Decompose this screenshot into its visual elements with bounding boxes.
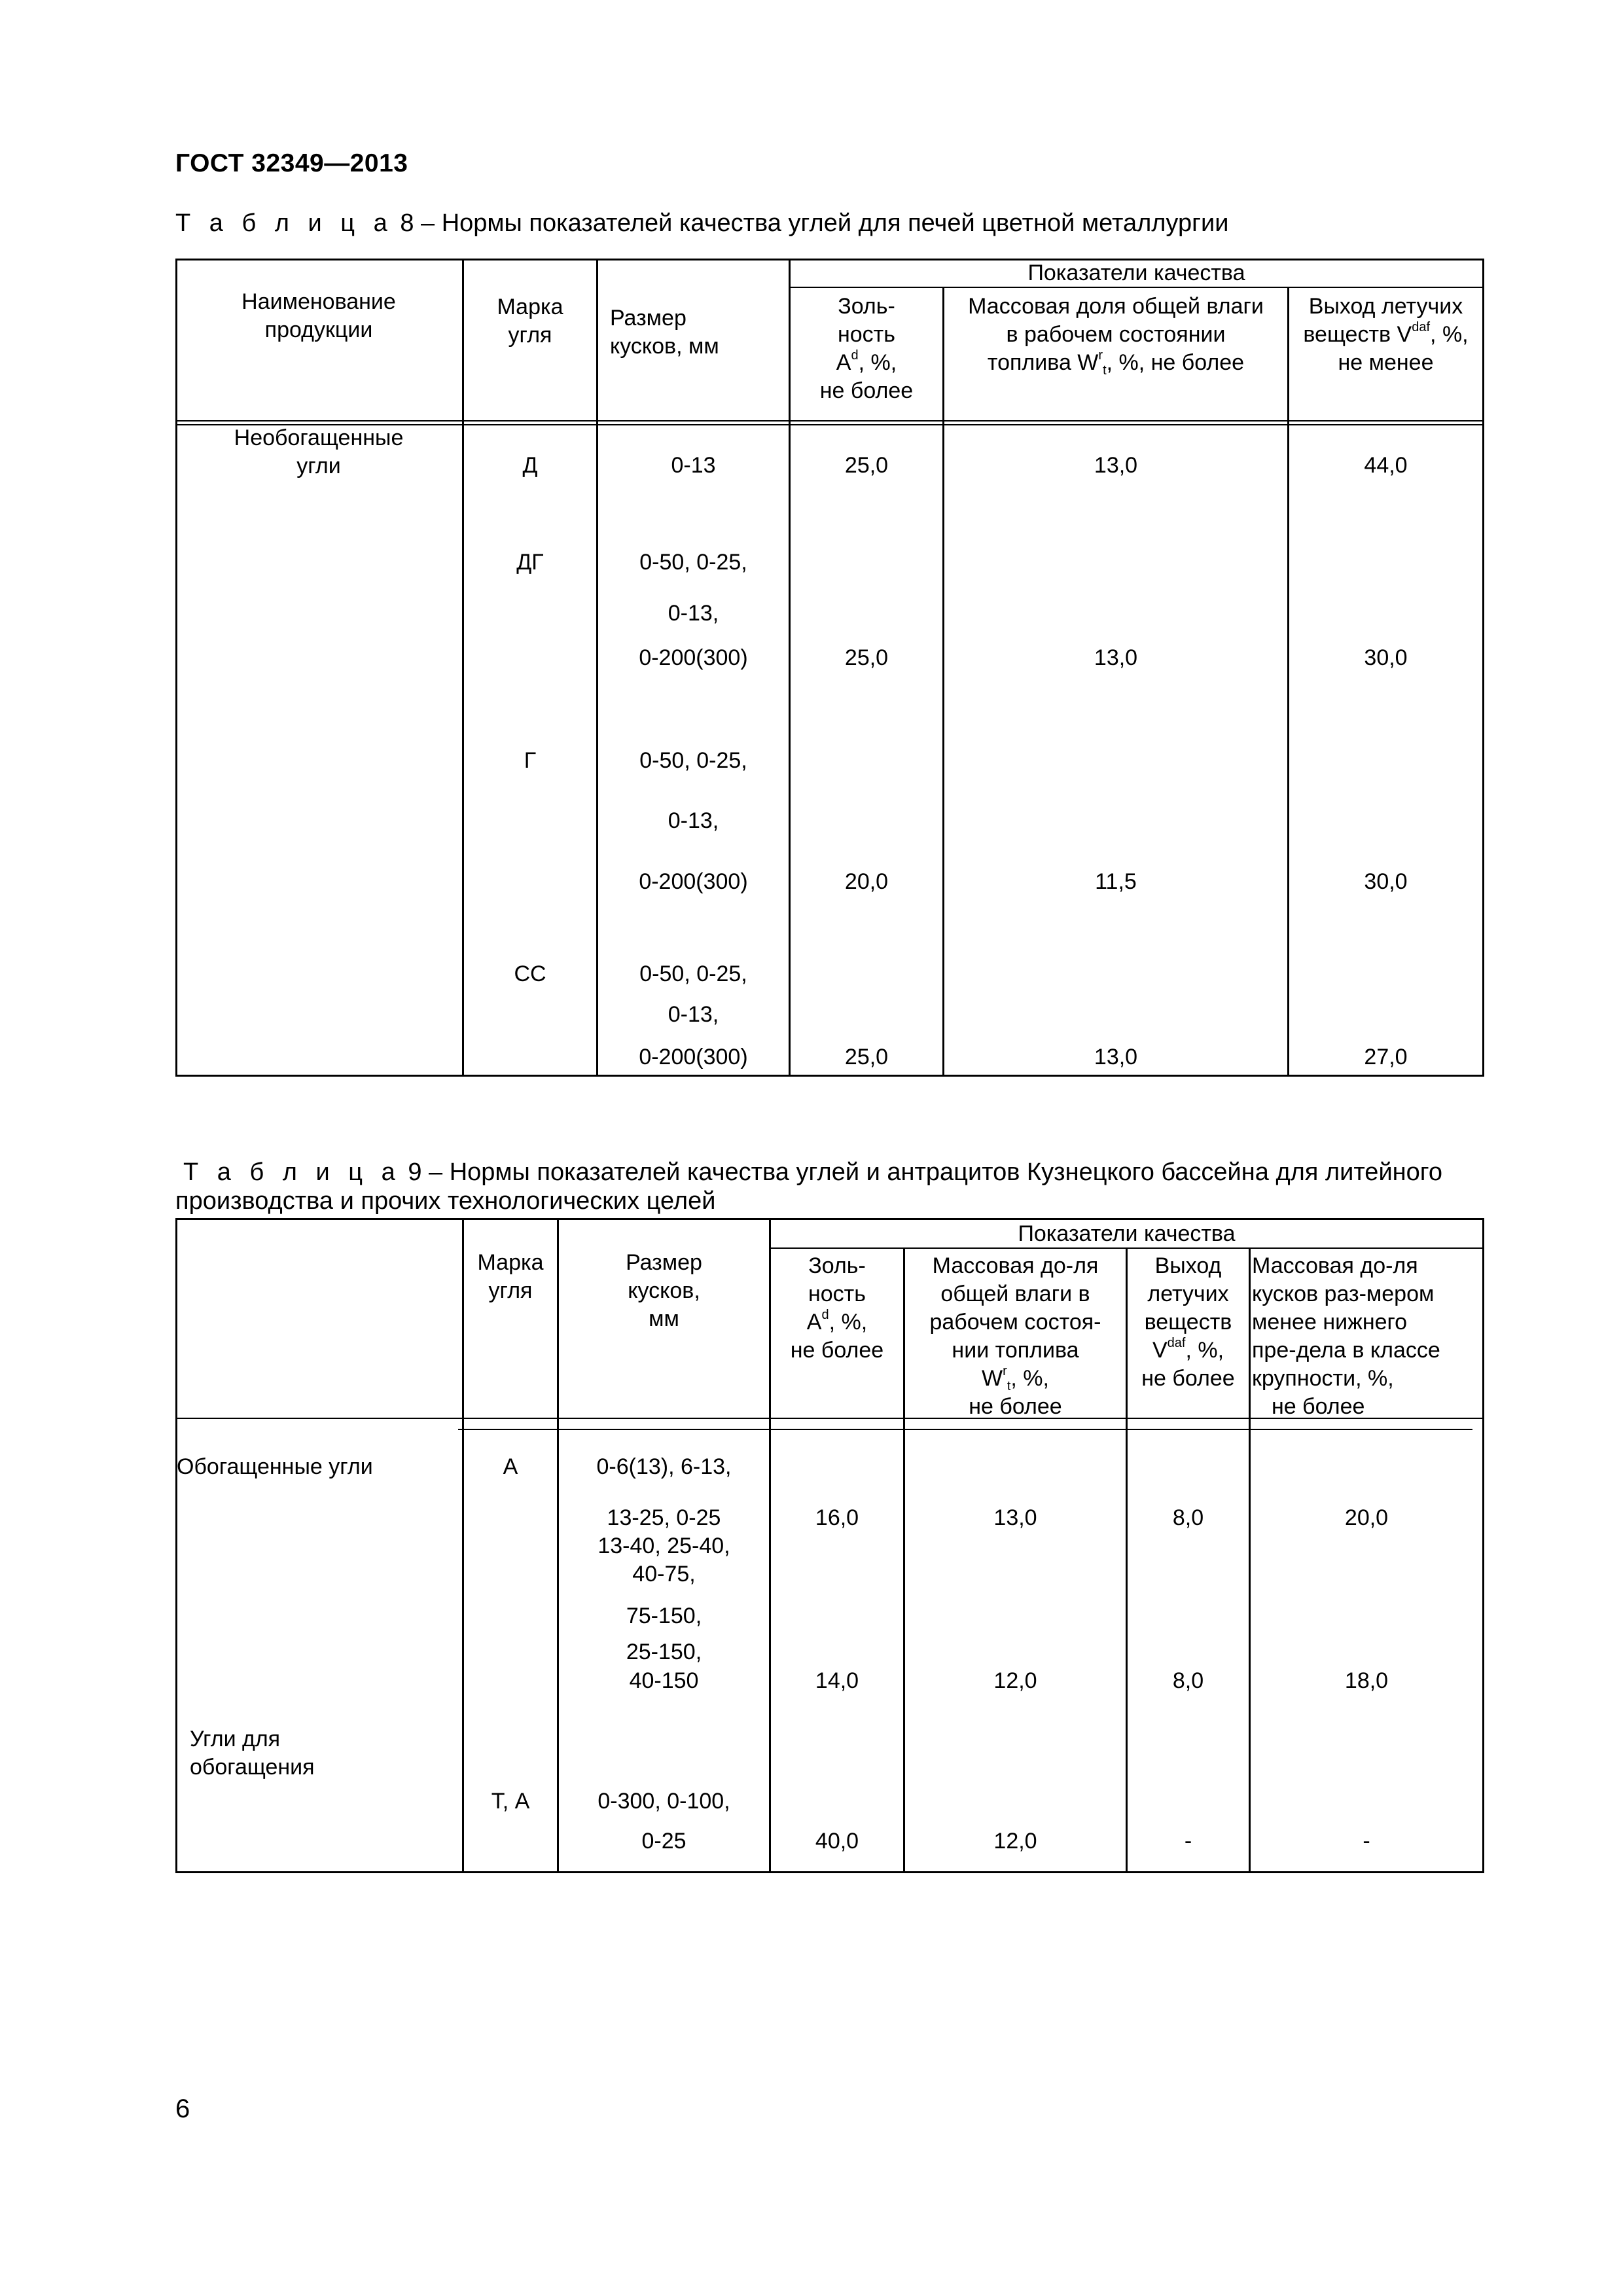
table8-ash-value: 25,0 (844, 1045, 889, 1069)
table8-size: 0-50, 0-25, (639, 550, 747, 575)
table8-caption-text: 8 – Нормы показателей качества углей для печей цветной металлургии (400, 209, 1229, 237)
table9-header-group: Показатели качества (1018, 1221, 1236, 1246)
table9-caption-text: 9 – Нормы показателей качества углей и антрацитов Кузнецкого бассейна для литейного (408, 1158, 1442, 1186)
table9-fines-value: 20,0 (1344, 1505, 1389, 1530)
table8-moisture-value: 13,0 (1094, 645, 1138, 670)
table8-size: 0-200(300) (639, 869, 748, 894)
table9-volatiles-value: - (1184, 1829, 1192, 1854)
table9-moisture-value: 13,0 (993, 1505, 1037, 1530)
table9-fines-value: 18,0 (1344, 1668, 1389, 1693)
table9-size: 13-25, 0-25 (607, 1505, 721, 1530)
table8-brand: Г (524, 748, 537, 773)
table9-moisture-value: 12,0 (993, 1668, 1037, 1693)
table9-fines-value: - (1363, 1829, 1370, 1854)
table9-volatiles-value: 8,0 (1172, 1505, 1204, 1530)
table8-size: 0-13 (671, 453, 716, 478)
table8-brand: Д (522, 453, 538, 478)
table9-caption-label: Т а б л и ц а (183, 1158, 401, 1186)
table9-product-name: Обогащенные угли (177, 1454, 373, 1479)
table8-brand: ДГ (516, 550, 544, 575)
table9-header-ash: Золь- ность $A^d$, %, не более (790, 1253, 884, 1363)
table8-caption (175, 209, 1228, 238)
table8-header-group: Показатели качества (1027, 260, 1245, 285)
page-number: 6 (175, 2094, 190, 2123)
table8-moisture-value: 13,0 (1094, 453, 1138, 478)
table8-volatiles-value: 30,0 (1364, 869, 1408, 894)
table8-product-name: Необогащенные угли (234, 425, 404, 478)
table8-brand: СС (514, 961, 546, 986)
table9-size: 75-150, (626, 1604, 702, 1628)
table8-size: 0-200(300) (639, 1045, 748, 1069)
table8-size: 0-50, 0-25, (639, 748, 747, 773)
table9-caption (183, 1158, 1442, 1187)
document-header: ГОСТ 32349—2013 (175, 149, 408, 177)
table8-size: 0-13, (668, 1002, 719, 1027)
table8-moisture-value: 11,5 (1095, 869, 1137, 894)
table9-volatiles-value: 8,0 (1172, 1668, 1204, 1693)
table9-size: 40-150 (629, 1668, 699, 1693)
table9-header-fines: Массовая до-ля кусков раз-мером менее нижнего пре-дела в классе крупности, %, не более (1252, 1253, 1440, 1419)
table8-volatiles-value: 27,0 (1364, 1045, 1408, 1069)
table8-volatiles-value: 44,0 (1364, 453, 1408, 478)
table9-moisture-value: 12,0 (993, 1829, 1037, 1854)
table8-size: 0-200(300) (639, 645, 748, 670)
table8-header-moisture: Массовая доля общей влаги в рабочем состоянии топлива $W^rt$, %, не более (968, 294, 1264, 378)
table9-brand: Т, А (491, 1789, 530, 1814)
table9-size: 40-75, (632, 1562, 696, 1587)
table9-header-brand: Марка угля (477, 1250, 544, 1303)
table9-header-size: Размер кусков, мм (626, 1250, 702, 1331)
table8-ash-value: 25,0 (844, 453, 889, 478)
table8-volatiles-value: 30,0 (1364, 645, 1408, 670)
table8-size: 0-50, 0-25, (639, 961, 747, 986)
table8-size: 0-13, (668, 601, 719, 626)
table9-ash-value: 40,0 (815, 1829, 859, 1854)
table8-ash-value: 20,0 (844, 869, 889, 894)
table9-caption-line2: производства и прочих технологических целей (175, 1187, 716, 1215)
table8-caption-label: Т а б л и ц а (175, 209, 393, 237)
table9-size: 0-25 (641, 1829, 687, 1854)
table9-size: 25-150, (626, 1640, 702, 1664)
table9-size: 0-300, 0-100, (597, 1789, 730, 1814)
table8-header-ash: Золь- ность $A^d$, %, не более (819, 294, 914, 403)
table8-ash-value: 25,0 (844, 645, 889, 670)
table9-header-moisture: Массовая до-ля общей влаги в рабочем состоя- нии топлива $W^rt$, %, не более (929, 1253, 1101, 1419)
table9-size: 0-6(13), 6-13, (596, 1454, 732, 1479)
table8-header-size: Размер кусков, мм (610, 306, 719, 359)
table9-ash-value: 14,0 (815, 1668, 859, 1693)
table9-product-name: Угли для обогащения (190, 1727, 315, 1780)
table8-moisture-value: 13,0 (1094, 1045, 1138, 1069)
table9-header-volatiles: Выход летучих веществ $V^{daf}$, %, не более (1141, 1253, 1235, 1391)
table9-size: 13-40, 25-40, (597, 1534, 730, 1558)
table9-ash-value: 16,0 (815, 1505, 859, 1530)
table8-header-name: Наименование продукции (241, 289, 396, 342)
table8-size: 0-13, (668, 808, 719, 833)
table8-header-brand: Марка угля (497, 295, 563, 348)
table9-brand: А (503, 1454, 518, 1479)
table8-header-volatiles: Выход летучих веществ $V^{daf}$, %, не менее (1303, 294, 1469, 375)
